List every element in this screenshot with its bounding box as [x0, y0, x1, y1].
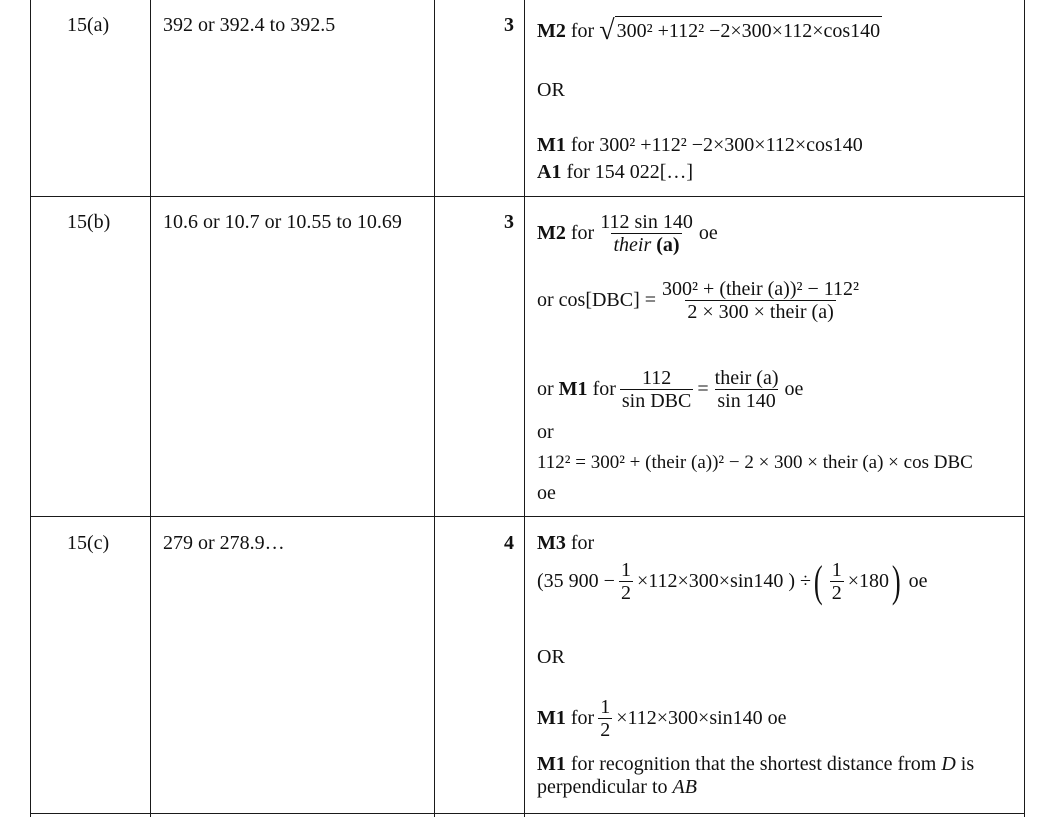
fraction-numerator: 112: [641, 367, 672, 389]
answer: 279 or 278.9…: [163, 532, 285, 554]
marks: 4: [504, 532, 514, 554]
fraction: [598, 696, 612, 741]
sqrt-radicand: 300² +112² −2×300×112×cos140: [615, 16, 883, 46]
guidance-text: for: [592, 378, 616, 400]
fraction-denominator: 2: [831, 582, 842, 604]
fraction-denominator: sin 140: [717, 390, 776, 412]
table-border-left: [30, 0, 31, 817]
sqrt-expression: √ 300² +112² −2×300×112×cos140: [599, 15, 881, 46]
guidance-text: for: [570, 222, 595, 244]
guidance-m2-line: [537, 211, 718, 256]
guidance-text: for 154 022[…]: [566, 161, 694, 183]
fraction-denominator: sin DBC: [621, 390, 692, 412]
guidance-m1-line: [537, 696, 787, 741]
guidance-text: for: [570, 134, 595, 156]
math-text: AB: [672, 776, 697, 798]
math-expression: 112² = 300² + (their (a))² − 2 × 300 × their (a) × cos DBC: [537, 452, 973, 473]
fraction: [620, 367, 693, 412]
guidance-text: is perpendicular to: [537, 753, 975, 798]
math-text: =: [697, 378, 709, 400]
math-text: (35 900 −: [537, 570, 615, 592]
guidance-cos-line: [537, 278, 865, 323]
mark-code: M1: [537, 753, 566, 775]
guidance-text: or: [537, 378, 554, 400]
math-text: ×112×300×sin140 oe: [616, 707, 787, 729]
guidance-m3-expression: [537, 556, 928, 606]
mark-code: M3: [537, 532, 566, 554]
mark-code: M2: [537, 222, 566, 244]
row-divider: [30, 196, 1025, 197]
mark-code: M1: [537, 134, 566, 156]
guidance-m1-line: [537, 134, 1022, 157]
fraction: [619, 559, 633, 604]
fraction: [713, 367, 781, 412]
guidance-text: oe: [698, 222, 718, 244]
fraction-denominator: [611, 233, 681, 256]
fraction-numerator: 300² + (their (a))² − 112²: [662, 278, 860, 300]
fraction: [660, 278, 861, 323]
math-text: ×112×300×sin140 ) ÷: [636, 570, 812, 592]
table-border-col3: [524, 0, 525, 817]
math-text: ×180: [847, 570, 889, 592]
left-paren: (: [813, 556, 823, 606]
math-text: their: [613, 234, 652, 256]
or-text: or: [537, 421, 554, 443]
fraction-denominator: 2: [600, 719, 611, 741]
fraction-numerator: 112 sin 140: [600, 211, 693, 233]
question-number: 15(a): [67, 14, 110, 36]
row-divider: [30, 516, 1025, 517]
guidance-text: oe: [784, 378, 804, 400]
math-expression: 300² +112² −2×300×112×cos140: [599, 134, 863, 156]
answer: 10.6 or 10.7 or 10.55 to 10.69: [163, 211, 402, 233]
or-text: OR: [537, 79, 565, 101]
row-divider: [30, 813, 1025, 814]
mark-code: M2: [537, 19, 566, 42]
oe-text: oe: [537, 482, 556, 504]
mark-code: M1: [558, 378, 588, 400]
guidance-text: for: [570, 532, 595, 554]
mark-code: M1: [537, 707, 566, 729]
question-number: 15(c): [67, 532, 110, 554]
guidance-m2-line: [537, 16, 882, 46]
fraction-numerator: 1: [600, 696, 611, 718]
table-border-col2: [434, 0, 435, 817]
answer: 392 or 392.4 to 392.5: [163, 14, 336, 36]
fraction-denominator: 2 × 300 × their (a): [687, 301, 834, 323]
question-number: 15(b): [67, 211, 111, 233]
table-border-right: [1024, 0, 1025, 817]
or-text: OR: [537, 646, 565, 668]
fraction-numerator: 1: [620, 559, 631, 581]
fraction-denominator: 2: [620, 582, 631, 604]
marks: 3: [504, 14, 514, 36]
math-text: (a): [656, 234, 680, 256]
guidance-text: for: [570, 19, 595, 42]
guidance-text: for recognition that the shortest distance from: [570, 753, 937, 775]
fraction: [598, 211, 695, 256]
guidance-text: for: [570, 707, 595, 729]
marks: 3: [504, 211, 514, 233]
guidance-m3-line: [537, 532, 1022, 555]
guidance-m1-recognition: [537, 753, 1022, 799]
table-border-col1: [150, 0, 151, 817]
fraction-numerator: 1: [831, 559, 842, 581]
math-text: D: [941, 753, 956, 775]
fraction: [830, 559, 844, 604]
guidance-m1-line: [537, 367, 803, 412]
mark-code: A1: [537, 161, 562, 183]
math-expression: or cos[DBC] =: [537, 289, 657, 311]
right-paren: ): [891, 556, 901, 606]
guidance-text: oe: [908, 570, 928, 592]
guidance-a1-line: [537, 161, 1022, 184]
fraction-numerator: their (a): [714, 367, 779, 389]
